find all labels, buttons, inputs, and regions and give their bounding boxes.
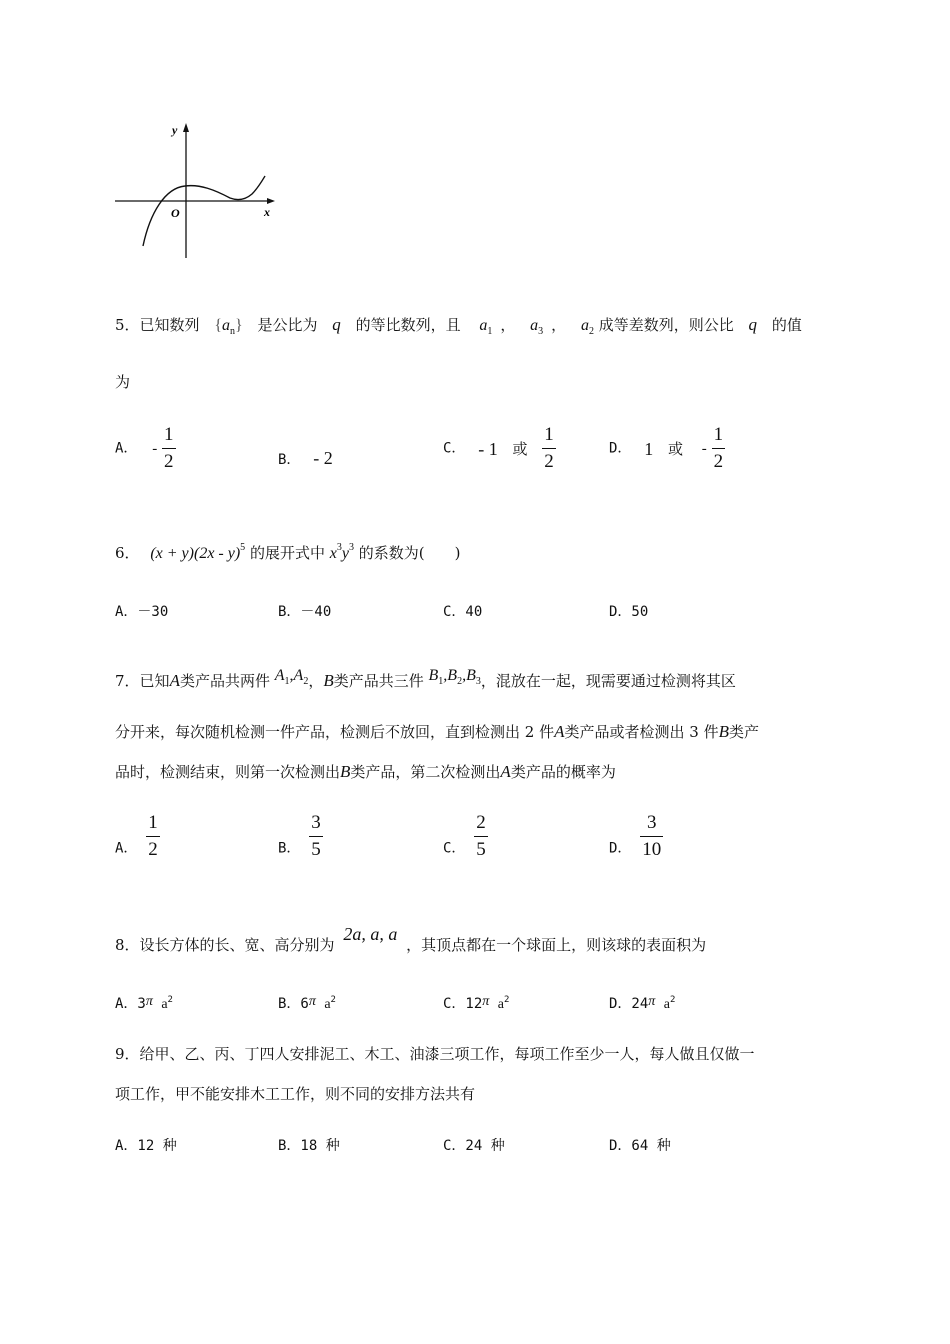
q8-option-b[interactable]: B．6π $a^2$ xyxy=(278,994,336,1012)
q5-option-a[interactable]: A． - $\frac{1}{2}$ xyxy=(115,424,174,472)
q8-stem: 8．设长方体的长、宽、高分别为 2a, a, a ，其顶点都在一个球面上，则该球的表面积为 xyxy=(115,924,707,954)
origin-label: O xyxy=(171,206,180,220)
q6-option-a[interactable]: A．－30 xyxy=(115,604,169,620)
q9-line2: 项工作，甲不能安排木工工作，则不同的安排方法共有 xyxy=(115,1085,476,1103)
y-arrow xyxy=(183,123,189,132)
q5-option-c[interactable]: C． - 1 或 $\frac{1}{2}$ xyxy=(443,424,554,472)
q6-option-c[interactable]: C．40 xyxy=(443,604,483,620)
q8-option-a[interactable]: A．3π $a^2$ xyxy=(115,994,173,1012)
q5-seq: $\{a_n\}$ xyxy=(214,317,243,337)
q6-stem: 6． (x + y)(2x - y)$^5$ 的展开式中 $x^3y^3$ 的系数为( ) xyxy=(115,542,461,562)
q7-option-b[interactable]: B． $\frac{3}{5}$ xyxy=(278,812,321,860)
q8-option-c[interactable]: C．12π $a^2$ xyxy=(443,994,510,1012)
x-label: x xyxy=(264,205,270,219)
q5-line1: 5．已知数列 $\{a_n\}$ 是公比为 q 的等比数列，且 $a_1$ ， $a_3$ ， $a_2$ 成等差数列，则公比 q 的值 xyxy=(115,315,802,337)
q6-option-b[interactable]: B．－40 xyxy=(278,604,332,620)
q7-option-a[interactable]: A． $\frac{1}{2}$ xyxy=(115,812,158,860)
q5-option-b[interactable]: B． - 2 xyxy=(278,448,333,468)
q7-option-d[interactable]: D． $\frac{3}{10}$ xyxy=(609,812,662,860)
function-graph xyxy=(110,118,280,263)
q8-option-d[interactable]: D．24π $a^2$ xyxy=(609,994,676,1012)
q5-line2: 为 xyxy=(115,373,131,391)
q5-number: 5． xyxy=(115,316,140,334)
q7-option-c[interactable]: C． $\frac{2}{5}$ xyxy=(443,812,486,860)
q9-option-a[interactable]: A．12 种 xyxy=(115,1138,177,1154)
q6-option-d[interactable]: D．50 xyxy=(609,604,649,620)
q5-option-d[interactable]: D． 1 或 - $\frac{1}{2}$ xyxy=(609,424,724,472)
y-label: y xyxy=(172,123,178,137)
q7-line1: 7．已知A类产品共两件 $A_1,A_2$，B类产品共三件 $B_1,B_2,B_3$，混放在一起，现需要通过检测将其区 xyxy=(115,667,736,690)
q9-option-b[interactable]: B．18 种 xyxy=(278,1138,340,1154)
q9-line1: 9．给甲、乙、丙、丁四人安排泥工、木工、油漆三项工作，每项工作至少一人，每人做且仅做一 xyxy=(115,1045,755,1063)
q7-line2: 分开来，每次随机检测一件产品，检测后不放回，直到检测出 2 件A类产品或者检测出 3 件B类产 xyxy=(115,722,759,741)
curve xyxy=(143,176,265,246)
x-arrow xyxy=(267,198,275,204)
q7-line3: 品时，检测结束，则第一次检测出B类产品，第二次检测出A类产品的概率为 xyxy=(115,762,616,781)
q9-option-d[interactable]: D．64 种 xyxy=(609,1138,671,1154)
q9-option-c[interactable]: C．24 种 xyxy=(443,1138,505,1154)
